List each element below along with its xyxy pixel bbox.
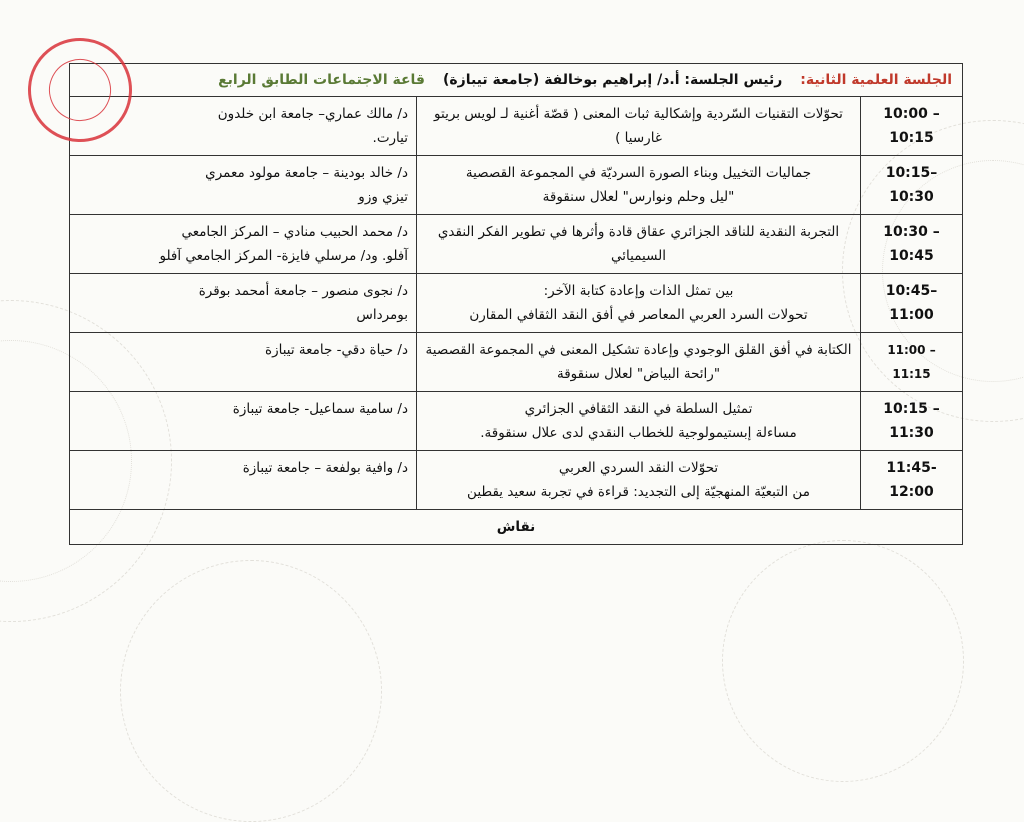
table-row [70, 156, 963, 215]
speaker-line: د/ محمد الحبيب منادي – المركز الجامعي [181, 224, 408, 240]
time-cell: 11:00 – 11:15 [861, 333, 963, 392]
talk-title-cell [417, 451, 861, 510]
talk-title-line: "ليل وحلم ونوارس" لعلال سنقوقة [542, 189, 735, 205]
speaker-line: د/ سامية سماعيل- جامعة تيبازة [232, 401, 408, 417]
session-chair: رئيس الجلسة: أ.د/ إبراهيم بوخالفة (جامعة تيبازة) [442, 72, 783, 88]
speaker-line: د/ حياة دقي- جامعة تيبازة [265, 342, 408, 358]
speaker-line: د/ وافية بولفعة – جامعة تيبازة [242, 460, 408, 476]
talk-title-line: تحولات السرد العربي المعاصر في أفق النقد الثقافي المقارن [469, 307, 808, 323]
talk-title-cell [417, 392, 861, 451]
speaker-cell [70, 156, 417, 215]
decorative-ornament [120, 560, 382, 822]
session-label: الجلسة العلمية الثانية: [800, 72, 952, 88]
talk-title-line: التجربة النقدية للناقد الجزائري عقاق قادة وأثرها في تطوير الفكر النقدي السيميائي [437, 224, 840, 264]
speaker-cell [70, 451, 417, 510]
talk-title-cell [417, 274, 861, 333]
discussion-row [70, 510, 963, 545]
time-cell: 10:15 – 11:30 [861, 392, 963, 451]
table-row [70, 392, 963, 451]
speaker-line: د/ نجوى منصور – جامعة أمحمد بوقرة [198, 283, 408, 299]
table-row [70, 215, 963, 274]
talk-title-cell [417, 156, 861, 215]
talk-title-line: "رائحة البياض" لعلال سنقوقة [556, 366, 721, 382]
speaker-cell [70, 274, 417, 333]
discussion-label: نقاش [70, 510, 963, 545]
session-hall: قاعة الاجتماعات الطابق الرابع [218, 72, 425, 88]
talk-title-line: الكتابة في أفق القلق الوجودي وإعادة تشكيل المعنى في المجموعة القصصية [425, 342, 852, 358]
session-program-table [69, 63, 963, 545]
session-header-row [70, 64, 963, 97]
time-cell: 11:45-12:00 [861, 451, 963, 510]
table-row [70, 333, 963, 392]
decorative-ornament [722, 540, 964, 782]
talk-title-cell [417, 333, 861, 392]
speaker-cell [70, 215, 417, 274]
speaker-line: تيارت. [372, 130, 408, 146]
time-cell: 10:45– 11:00 [861, 274, 963, 333]
table-row [70, 274, 963, 333]
time-cell: 10:15– 10:30 [861, 156, 963, 215]
speaker-cell [70, 392, 417, 451]
talk-title-line: تحوّلات التقنيات السّردية وإشكالية ثبات المعنى ( قصّة أغنية لـ لويس بريتو غارسيا ) [434, 106, 843, 146]
table-row [70, 97, 963, 156]
talk-title-line: من التبعيّة المنهجيّة إلى التجديد: قراءة في تجربة سعيد يقطين [467, 484, 810, 500]
talk-title-line: مساءلة إبستيمولوجية للخطاب النقدي لدى علال سنقوقة. [480, 425, 797, 441]
talk-title-line: جماليات التخييل وبناء الصورة السرديّة في المجموعة القصصية [465, 165, 812, 181]
speaker-line: د/ خالد بودينة – جامعة مولود معمري [205, 165, 408, 181]
time-cell: 10:00 – 10:15 [861, 97, 963, 156]
speaker-line: تيزي وزو [358, 189, 408, 205]
talk-title-cell [417, 215, 861, 274]
speaker-line: آفلو. ود/ مرسلي فايزة- المركز الجامعي آفلو [159, 248, 408, 264]
session-header-cell [70, 64, 963, 97]
speaker-line: بومرداس [356, 307, 408, 323]
speaker-cell [70, 333, 417, 392]
official-stamp-inner-ring [41, 51, 119, 129]
talk-title-cell [417, 97, 861, 156]
talk-title-line: تحوّلات النقد السردي العربي [558, 460, 719, 476]
time-cell: 10:30 – 10:45 [861, 215, 963, 274]
table-row [70, 451, 963, 510]
talk-title-line: تمثيل السلطة في النقد الثقافي الجزائري [524, 401, 753, 417]
speaker-line: د/ مالك عماري– جامعة ابن خلدون [217, 106, 408, 122]
talk-title-line: بين تمثل الذات وإعادة كتابة الآخر: [543, 283, 734, 299]
